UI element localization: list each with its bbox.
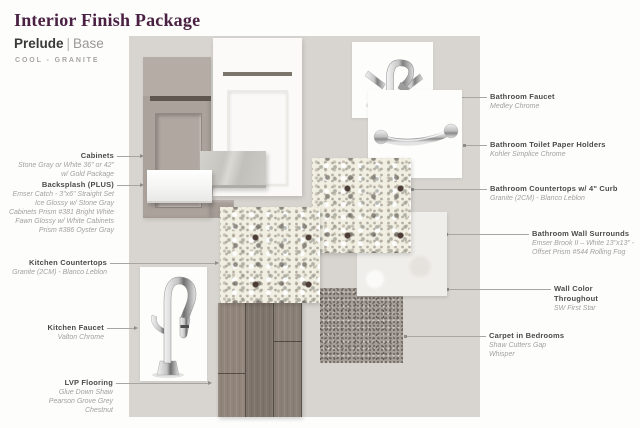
label-title: Bathroom Faucet: [490, 92, 555, 101]
carpet-swatch: [320, 288, 403, 363]
cabinet-handle: [223, 72, 292, 76]
pointer-arrow: [215, 261, 219, 265]
cabinet-rail: [143, 57, 211, 96]
label-title: Cabinets: [80, 151, 114, 160]
label-title: Kitchen Faucet: [47, 323, 104, 332]
package-name: Prelude: [14, 36, 64, 51]
label-detail: Granite (2CM) - Blanco Leblon: [490, 195, 585, 202]
label-detail: Offset Prism #544 Rolling Fog: [532, 249, 626, 256]
label-detail: Medley Chrome: [490, 103, 540, 110]
label-toilet-paper-holders: [490, 140, 635, 159]
label-wall-color: [554, 284, 638, 313]
label-title: LVP Flooring: [64, 378, 113, 387]
label-title: Kitchen Countertops: [29, 258, 107, 267]
kitchen-faucet-icon: [140, 267, 207, 381]
label-carpet: [489, 331, 609, 359]
label-title: Wall Color Throughout: [554, 284, 599, 303]
pointer-arrow: [208, 381, 212, 385]
plank-seam: [274, 341, 302, 342]
backsplash-tile-bright-white: [147, 170, 212, 203]
lvp-flooring-swatch: [218, 303, 302, 417]
pointer-arrow: [134, 326, 138, 330]
kitchen-faucet-image: [140, 267, 207, 381]
label-detail: Ice Glossy w/ Stone Gray: [35, 200, 114, 207]
package-subtitle: COOL - GRANITE: [15, 57, 100, 64]
label-detail: Shaw Cutters Gap: [489, 342, 547, 349]
label-detail: SW First Star: [554, 305, 596, 312]
pointer-line-bathroom-countertops: [414, 189, 487, 190]
pointer-line-carpet: [407, 336, 486, 337]
label-detail: Glue Down Shaw: [58, 389, 113, 396]
plank-seam: [218, 373, 245, 374]
cabinet-handle: [150, 96, 211, 101]
design-board: [129, 36, 480, 417]
label-detail: w/ Gold Package: [61, 171, 114, 178]
label-bathroom-faucet: [490, 92, 630, 111]
label-detail: Granite (2CM) - Blanco Leblon: [12, 269, 107, 276]
label-detail: Fawn Glossy w/ White Cabinets: [15, 218, 114, 225]
label-bathroom-countertops: [490, 184, 635, 203]
pointer-line-wall-color: [449, 289, 551, 290]
pointer-line-backsplash: [117, 185, 140, 186]
label-title: Bathroom Toilet Paper Holders: [490, 140, 606, 149]
pointer-line-toilet-paper: [466, 145, 487, 146]
label-title: Bathroom Countertops w/ 4" Curb: [490, 184, 618, 193]
label-detail: Kohler Simplice Chrome: [490, 151, 566, 158]
bathroom-countertop-granite-swatch: [312, 158, 411, 253]
label-title: Backsplash (PLUS): [41, 180, 114, 189]
label-wall-surrounds: [532, 229, 638, 257]
pointer-line-wall-surrounds: [448, 234, 529, 235]
pointer-line-cabinets: [117, 156, 140, 157]
label-detail: Whisper: [489, 351, 515, 358]
kitchen-countertop-granite-swatch: [220, 207, 320, 303]
pointer-line-kitchen-countertops: [110, 263, 215, 264]
label-detail: Chestnut: [84, 407, 113, 414]
package-separator: |: [66, 36, 71, 51]
label-detail: Pearson Grove Grey: [48, 398, 113, 405]
label-detail: Emser Catch - 3"x6" Straight Set: [12, 191, 114, 198]
label-title: Carpet in Bedrooms: [489, 331, 565, 340]
package-name-line: [14, 36, 104, 51]
label-title: Bathroom Wall Surrounds: [532, 229, 630, 238]
pointer-line-lvp: [116, 383, 208, 384]
package-tier: Base: [73, 36, 104, 51]
label-detail: Valton Chrome: [57, 334, 104, 341]
label-kitchen-faucet: [0, 323, 104, 342]
label-detail: Stone Gray or White 36" or 42": [17, 162, 114, 169]
label-kitchen-countertops: [0, 258, 107, 277]
label-backsplash: [0, 180, 114, 235]
label-detail: Prism #386 Oyster Gray: [38, 227, 114, 234]
pointer-line-kitchen-faucet: [107, 328, 134, 329]
label-lvp-flooring: [0, 378, 113, 415]
label-detail: Cabinets Prism #381 Bright White: [8, 209, 114, 216]
label-cabinets: [0, 151, 114, 179]
label-detail: Emser Brook II – White 13"x13" -: [532, 240, 635, 247]
page-title: Interior Finish Package: [14, 10, 201, 30]
